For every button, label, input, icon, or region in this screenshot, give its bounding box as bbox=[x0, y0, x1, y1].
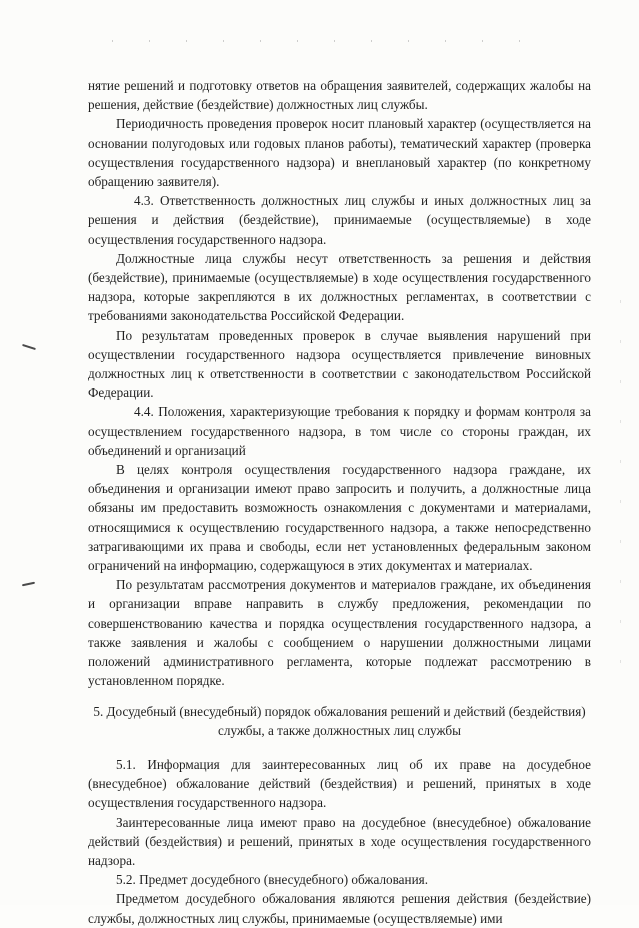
subsection-heading: 4.3. Ответственность должностных лиц службы и иных должностных лиц за решения и действия (бездействие), принимаемые (осуществляемые) в ходе осуществления государственного надзора. bbox=[88, 193, 591, 247]
binder-hole-mark bbox=[22, 582, 35, 587]
document-body bbox=[88, 76, 591, 928]
paragraph: Периодичность проведения проверок носит плановый характер (осуществляется на основании полугодовых или годовых планов работы), тематический характер (проверка осуществления государственного надзора) и внеплановый характер (по конкретному обращению заявителя). bbox=[88, 116, 591, 190]
paragraph: Должностные лица службы несут ответственность за решения и действия (бездействие), принимаемые (осуществляемые) в ходе осуществления государственного надзора, которые закрепляются в их должностных регламентах, в соответствии с требованиями законодательства Российской Федерации. bbox=[88, 250, 591, 324]
paragraph: По результатам проведенных проверок в случае выявления нарушений при осуществлении государственного надзора осуществляется привлечение виновных должностных лиц к ответственности в соответствии с законодательством Российской Федерации. bbox=[88, 327, 591, 401]
paragraph: Предметом досудебного обжалования являются решения действия (бездействие) службы, должностных лиц службы, принимаемые (осуществляемые) ими bbox=[88, 891, 591, 926]
scan-noise-edge bbox=[620, 300, 621, 700]
paragraph: Заинтересованные лица имеют право на досудебное (внесудебное) обжалование действий (бездействия) и решений, принятых в ходе осуществления государственного надзора. bbox=[88, 814, 591, 868]
paragraph: 5.1. Информация для заинтересованных лиц об их праве на досудебное (внесудебное) обжалование действий (бездействия) и решений, принятых в ходе осуществления государственного надзора. bbox=[88, 756, 591, 811]
scan-noise-top bbox=[112, 40, 532, 42]
paragraph: В целях контроля осуществления государственного надзора граждане, их объединения и организации имеют право запросить и получить, а должностные лица обязаны им предоставить возможность ознакомления с документами и материалами, относящимися к осуществлению государственного надзора, а также непосредственно затрагивающими их права и свободы, если нет установленных федеральным законом ограничений на информацию, содержащуюся в этих документах и материалах. bbox=[88, 462, 591, 574]
section-heading: 5. Досудебный (внесудебный) порядок обжалования решений и действий (бездействия) службы, а также должностных лиц службы bbox=[93, 703, 586, 738]
paragraph: нятие решений и подготовку ответов на обращения заявителей, содержащих жалобы на решения, действие (бездействие) должностных лиц службы. bbox=[88, 78, 591, 113]
paragraph: По результатам рассмотрения документов и материалов граждане, их объединения и организации вправе направить в службу предложения, рекомендации по совершенствованию качества и порядка осуществления государственного надзора, а также заявления и жалобы с сообщением о нарушении должностными лицами положений административного регламента, которые подлежат рассмотрению в установленном порядке. bbox=[88, 577, 591, 689]
binder-hole-mark bbox=[22, 344, 36, 350]
subsection-heading: 4.4. Положения, характеризующие требования к порядку и формам контроля за осуществлением государственного надзора, в том числе со стороны граждан, их объединений и организаций bbox=[88, 404, 591, 458]
paragraph: 5.2. Предмет досудебного (внесудебного) обжалования. bbox=[116, 872, 429, 888]
